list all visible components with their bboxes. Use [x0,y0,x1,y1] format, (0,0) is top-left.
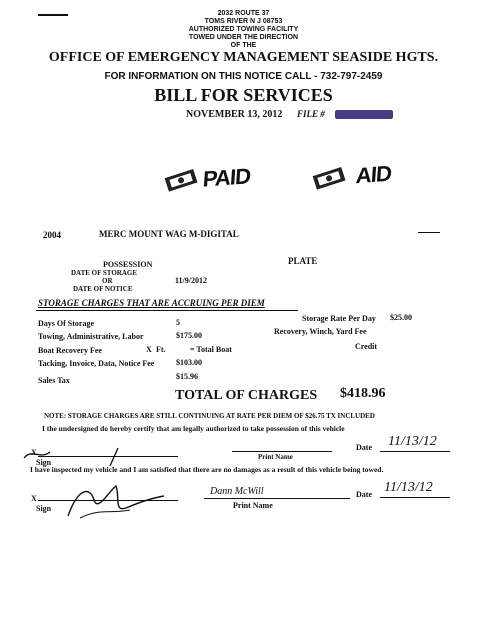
print-name-label-2: Print Name [233,501,273,510]
boat-label: Boat Recovery Fee [38,346,102,355]
days-label: Days Of Storage [38,319,94,328]
date-value-2: 11/13/12 [384,480,433,495]
date-line-2 [380,497,450,498]
print-line-2 [204,498,350,499]
money-icon [162,168,202,192]
print-name-value-2: Dann McWill [210,486,264,497]
heading-rule [36,310,298,311]
sign-line-1 [38,456,178,457]
office-title: OFFICE OF EMERGENCY MANAGEMENT SEASIDE HGTS. [48,50,439,65]
sign-x-2: X [31,494,37,503]
towing-value: $175.00 [176,331,202,340]
date-value-1: 11/13/12 [388,434,437,449]
info-line: FOR INFORMATION ON THIS NOTICE CALL - 732-797-2459 [104,71,383,82]
rate-label: Storage Rate Per Day [302,314,376,323]
print-line-1 [232,451,332,452]
sign-label-2: Sign [36,504,52,513]
plate-label: PLATE [288,256,318,266]
file-label: FILE # [297,109,325,119]
redacted-file-number [335,110,393,119]
address-line: 2032 ROUTE 37 [217,10,270,17]
inspected-statement: I have inspected my vehicle and I am satisfied that there are no damages as a result of this vehicle being towed. [30,465,384,474]
sign-x-1: X [31,448,37,457]
charges-heading: STORAGE CHARGES THAT ARE ACCRUING PER DIEM [38,298,265,308]
vehicle-description: MERC MOUNT WAG M-DIGITAL [99,229,239,239]
tacking-label: Tacking, Invoice, Data, Notice Fee [38,359,155,368]
storage-date-value: 11/9/2012 [175,276,208,285]
of-the-line: OF THE [230,42,257,49]
city-line: TOMS RIVER N J 08753 [204,18,283,25]
money-icon [310,166,350,190]
days-value: 5 [176,318,180,327]
or-label: OR [102,277,113,285]
total-value: $418.96 [340,386,386,401]
tacking-value: $103.00 [176,358,202,367]
rate-value: $25.00 [390,313,412,322]
paid-stamp-right [310,166,350,195]
date-of-storage-label: DATE OF STORAGE [71,269,137,277]
possession-label: POSSESSION [103,260,153,269]
bill-date: NOVEMBER 13, 2012 [186,109,283,120]
certify-statement: I the undersigned do hereby certify that am legally authorized to take possession of this vehicle [42,424,345,433]
total-label: TOTAL OF CHARGES [175,388,318,403]
tax-label: Sales Tax [38,376,70,385]
storage-note: NOTE: STORAGE CHARGES ARE STILL CONTINUING AT RATE PER DIEM OF $26.75 TX INCLUDED [44,412,375,420]
credit-label: Credit [355,342,378,351]
towed-under-line: TOWED UNDER THE DIRECTION [188,34,299,41]
tax-value: $15.96 [176,372,198,381]
date-label-1: Date [356,443,372,452]
signature-mark-2 [60,478,170,524]
paid-stamp-text-2: AID [355,160,392,189]
paid-stamp-left [162,168,202,197]
sign-label-1: Sign [36,458,52,467]
total-boat: = Total Boat [190,345,232,354]
scan-mark-2 [418,232,440,233]
authorized-line: AUTHORIZED TOWING FACILITY [188,26,299,33]
bill-title: BILL FOR SERVICES [154,85,333,105]
date-line-1 [380,451,450,452]
vehicle-year: 2004 [43,230,61,240]
boat-x: X [146,345,152,354]
sign-line-2 [38,500,178,501]
towing-label: Towing, Administrative, Labor [38,332,144,341]
boat-ft: Ft. [156,345,166,354]
date-label-2: Date [356,490,372,499]
print-name-label-1: Print Name [258,453,293,461]
date-of-notice-label: DATE OF NOTICE [73,285,133,293]
recovery-winch-label: Recovery, Winch, Yard Fee [274,327,367,336]
paid-stamp-text-1: PAID [201,163,252,192]
